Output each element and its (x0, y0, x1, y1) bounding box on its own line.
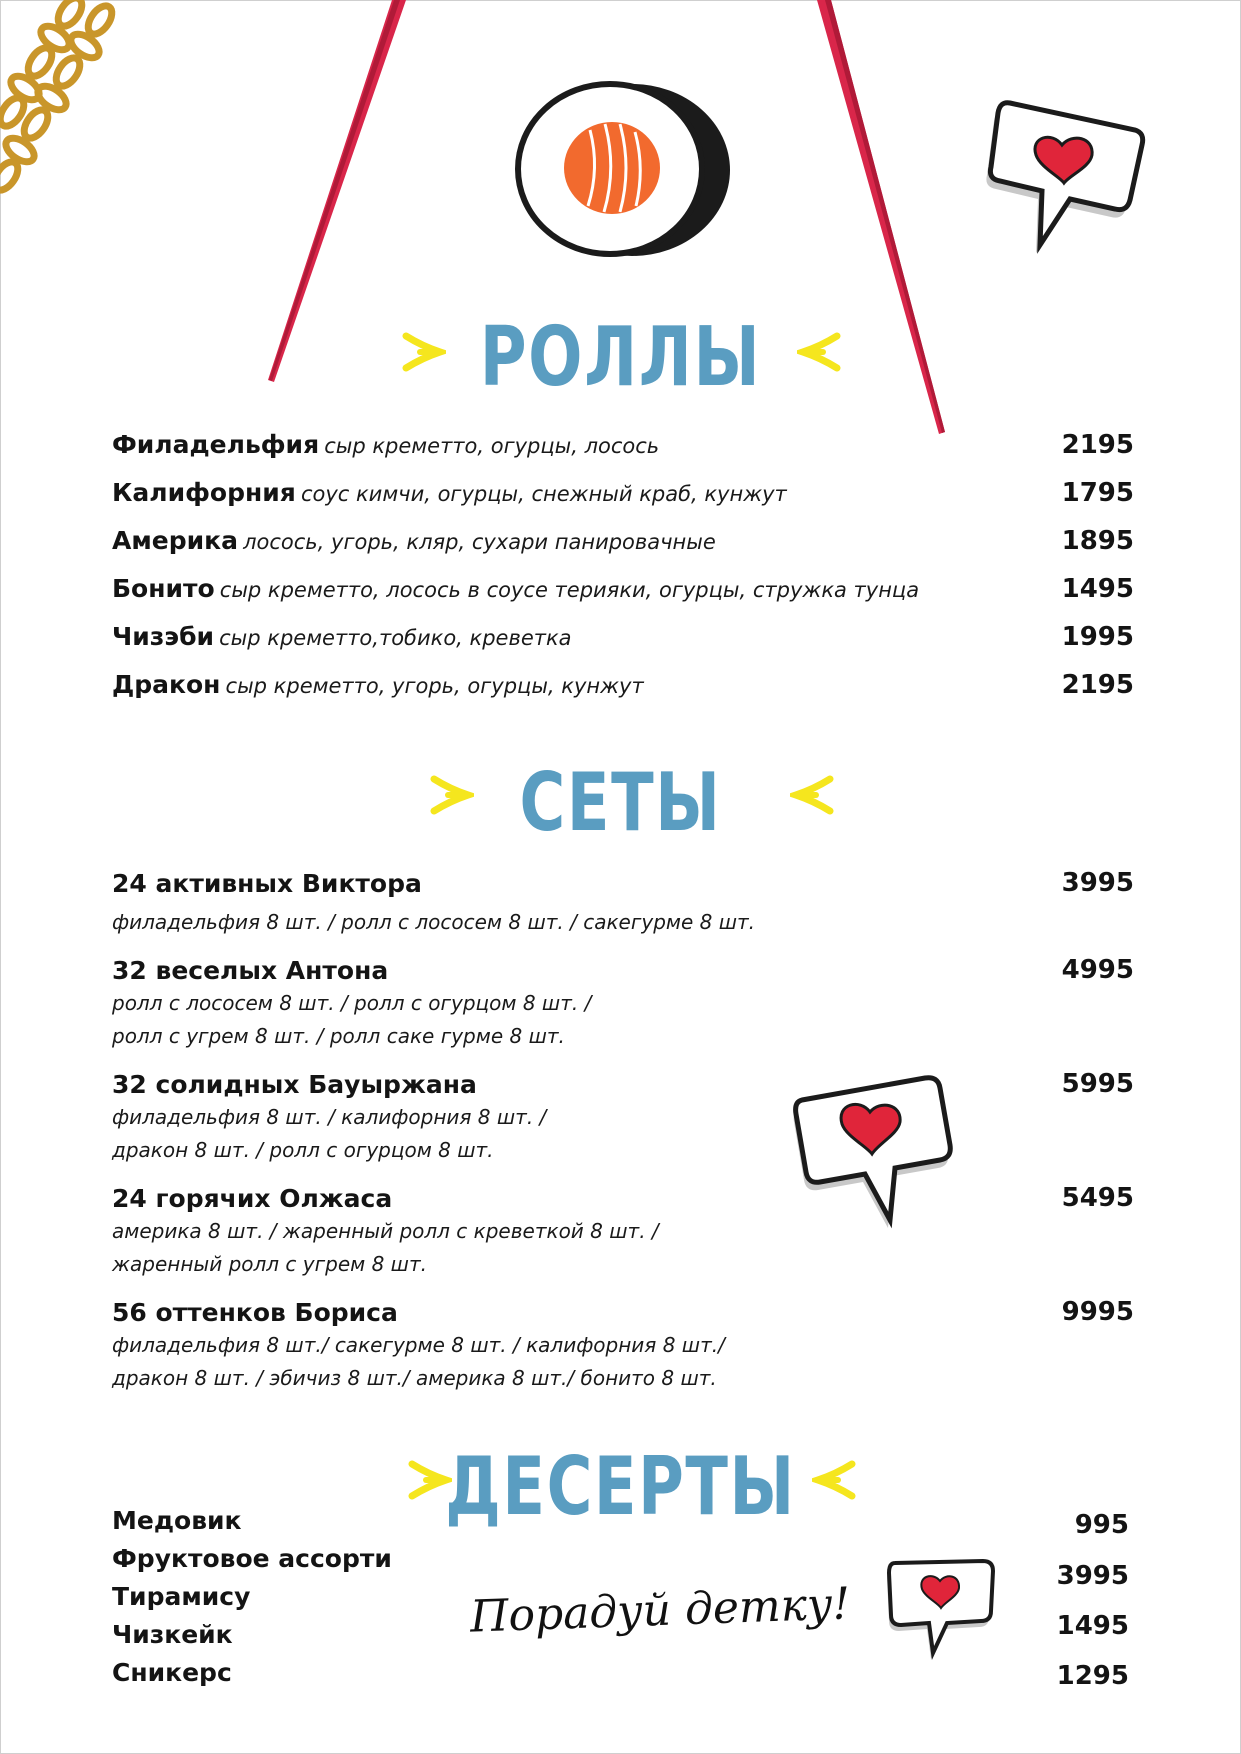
set-name: 24 активных Виктора (112, 869, 422, 898)
set-price: 9995 (1061, 1297, 1134, 1327)
sets-title: СЕТЫ (519, 756, 722, 849)
slogan: Порадуй детку! (469, 1578, 851, 1643)
set-name: 32 солидных Бауыржана (112, 1070, 477, 1099)
set-item (112, 1183, 1134, 1281)
set-price: 4995 (1061, 955, 1134, 985)
set-desc: ролл с угрем 8 шт. / ролл саке гурме 8 шт. (112, 1024, 565, 1048)
set-name: 24 горячих Олжаса (112, 1184, 393, 1213)
menu-item (112, 622, 1134, 651)
item-name: Филадельфия (112, 430, 320, 459)
dessert-name: Чизкейк (112, 1620, 233, 1649)
arrow-icon (797, 330, 843, 374)
item-price: 1895 (1061, 526, 1134, 556)
desserts-title: ДЕСЕРТЫ (445, 1440, 796, 1533)
chain-icon (0, 0, 120, 200)
set-item (112, 868, 1134, 939)
item-desc: соус кимчи, огурцы, снежный краб, кунжут (300, 482, 787, 506)
item-desc: сыр креметто, угорь, огурцы, кунжут (225, 674, 644, 698)
set-price: 5495 (1061, 1183, 1134, 1213)
dessert-price: 3995 (1056, 1561, 1129, 1591)
set-desc: дракон 8 шт. / эбичиз 8 шт./ америка 8 шт./ бонито 8 шт. (112, 1366, 717, 1390)
set-desc: филадельфия 8 шт. / ролл с лососем 8 шт. / сакегурме 8 шт. (112, 910, 756, 934)
dessert-name: Фруктовое ассорти (112, 1544, 392, 1573)
item-name: Америка (112, 526, 238, 555)
sushi-roll-icon (510, 78, 735, 260)
set-item (112, 955, 1134, 1053)
set-desc: ролл с лососем 8 шт. / ролл с огурцом 8 шт. / (112, 991, 592, 1015)
item-price: 1495 (1061, 574, 1134, 604)
set-price: 5995 (1061, 1069, 1134, 1099)
set-desc: жаренный ролл с угрем 8 шт. (112, 1252, 427, 1276)
item-price: 2195 (1061, 430, 1134, 460)
dessert-name: Медовик (112, 1506, 242, 1535)
item-name: Чизэби (112, 622, 215, 651)
set-price: 3995 (1061, 868, 1134, 898)
set-desc: америка 8 шт. / жаренный ролл с креветкой 8 шт. / (112, 1219, 659, 1243)
set-item (112, 1069, 1134, 1167)
item-name: Дракон (112, 670, 221, 699)
set-item (112, 1297, 1134, 1395)
rolls-title: РОЛЛЫ (479, 310, 762, 405)
dessert-price: 1495 (1056, 1611, 1129, 1641)
item-desc: сыр креметто, огурцы, лосось (324, 434, 660, 458)
heart-bubble-icon (885, 1555, 1000, 1660)
dessert-name: Сникерс (112, 1658, 232, 1687)
arrow-icon (790, 773, 836, 817)
dessert-price: 995 (1074, 1510, 1129, 1540)
item-price: 1795 (1061, 478, 1134, 508)
set-desc: филадельфия 8 шт. / калифорния 8 шт. / (112, 1105, 547, 1129)
set-desc: филадельфия 8 шт./ сакегурме 8 шт. / калифорния 8 шт./ (112, 1333, 725, 1357)
dessert-name: Тирамису (112, 1582, 251, 1611)
menu-item (112, 574, 1134, 603)
menu-item (112, 526, 1134, 555)
heart-bubble-icon (980, 95, 1150, 265)
item-name: Калифорния (112, 478, 296, 507)
item-desc: лосось, угорь, кляр, сухари панировачные (243, 530, 716, 554)
arrow-icon (812, 1458, 858, 1502)
item-price: 1995 (1061, 622, 1134, 652)
item-desc: сыр креметто, лосось в соусе терияки, огурцы, стружка тунца (219, 578, 920, 602)
menu-item (112, 478, 1134, 507)
set-desc: дракон 8 шт. / ролл с огурцом 8 шт. (112, 1138, 494, 1162)
item-name: Бонито (112, 574, 215, 603)
dessert-price: 1295 (1056, 1661, 1129, 1691)
item-desc: сыр креметто,тобико, креветка (219, 626, 572, 650)
set-name: 32 веселых Антона (112, 956, 389, 985)
menu-item (112, 430, 1134, 459)
set-name: 56 оттенков Бориса (112, 1298, 398, 1327)
menu-item (112, 670, 1134, 699)
item-price: 2195 (1061, 670, 1134, 700)
